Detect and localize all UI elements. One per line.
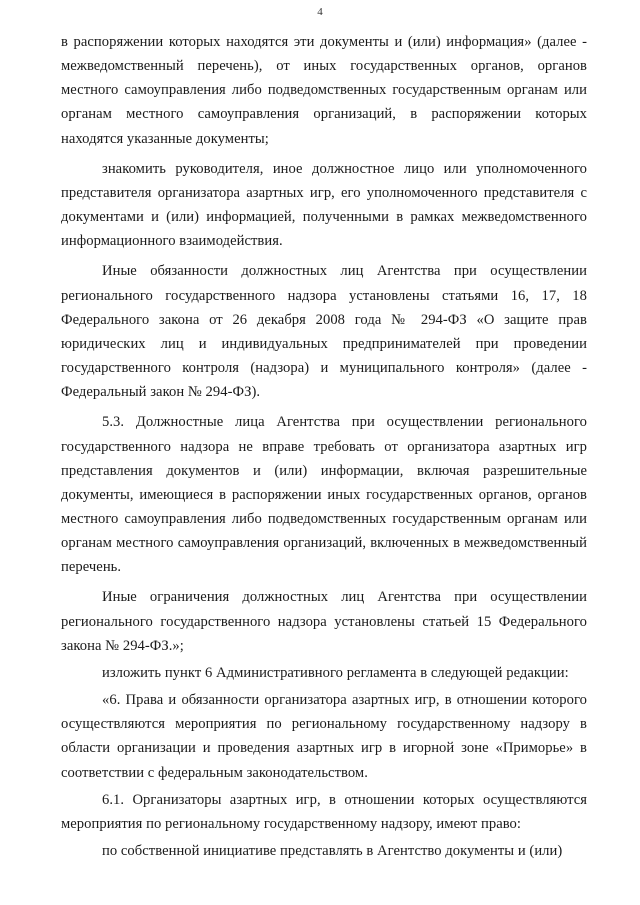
paragraph-section-6: «6. Права и обязанности организатора азартных игр, в отношении которого осуществляются мероприятия по региональному государственному надзору в области организации и проведения азартных игр в игорной зоне «Приморье» в соответствии с федеральным законодательством. [61, 692, 587, 781]
paragraph-section-5-3: 5.3. Должностные лица Агентства при осуществлении регионального государственного надзора не вправе требовать от организатора азартных игр представления документов и (или) информации, включая разрешительные документы, имеющиеся в распоряжении иных государственных органов, органов местного самоуправления либо подведомственных государственным органам или органам местного самоуправления организаций, включенных в межведомственный перечень. [61, 414, 587, 576]
paragraph-section-6-1: 6.1. Организаторы азартных игр, в отношении которых осуществляются мероприятия по региональному государственному надзору, имеют право: [61, 791, 587, 832]
paragraph: знакомить руководителя, иное должностное лицо или уполномоченного представителя организатора азартных игр, его уполномоченного представителя с документами и (или) информацией, полученными в рамках межведомственного информационного взаимодействия. [61, 160, 587, 250]
paragraph: Иные ограничения должностных лиц Агентства при осуществлении регионального государственного надзора установлены статьей 15 Федерального закона № 294-ФЗ.»; [61, 589, 587, 654]
paragraph: изложить пункт 6 Административного регламента в следующей редакции: [102, 664, 569, 681]
page-number: 4 [317, 6, 323, 18]
document-body [61, 30, 587, 863]
paragraph: Иные обязанности должностных лиц Агентства при осуществлении регионального государственного надзора установлены статьями 16, 17, 18 Федерального закона от 26 декабря 2008 года № 294-ФЗ «О защите прав юридических лиц и индивидуальных предпринимателей при проведении государственного контроля (надзора) и муниципального контроля» (далее - Федеральный закон № 294-ФЗ). [61, 263, 587, 401]
paragraph: по собственной инициативе представлять в Агентство документы и (или) [102, 843, 563, 859]
paragraph-continuation: в распоряжении которых находятся эти документы и (или) информация» (далее - межведомственный перечень), от иных государственных органов, органов местного самоуправления либо подведомственных государственным органам или органам местного самоуправления организаций, в распоряжении которых находятся указанные документы; [61, 34, 587, 147]
